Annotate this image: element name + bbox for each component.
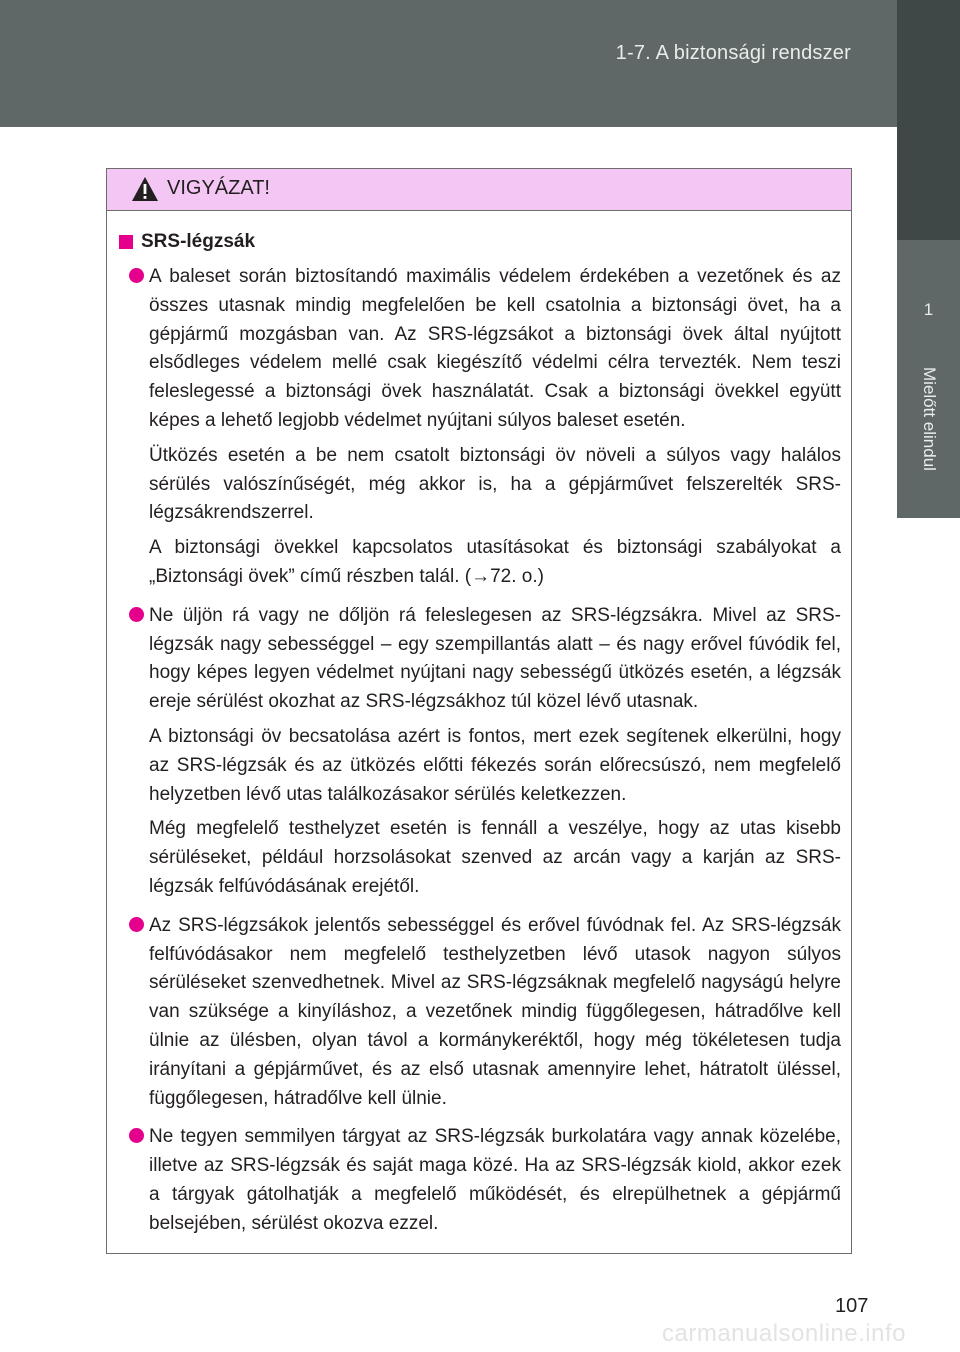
section-title [117,231,841,253]
list-item [117,1123,841,1238]
section-title-text: SRS-légzsák [141,231,256,252]
warning-header [107,169,851,211]
side-bar-top [897,0,960,240]
paragraph: Az SRS-légzsákok jelentős sebességgel és erővel fúvódnak fel. Az SRS-légzsák felfúvódásakor nem megfelelő testhelyzetben lévő utasok nagyon súlyos sérüléseket szenvedhetnek. Mivel az SRS-légzsáknak megfelelő nagyságú helyre van szüksége a kinyíláshoz, a vezetőnek mindig függőlegesen, hátradőlve kell ülnie az ülésben, olyan távol a kormánykeréktől, hogy még tökéletesen tudja irányítani a gépjárművet, és az első utasnak amennyire lehet, hátratolt üléssel, függőlegesen, hátradőlve kell ülnie. [149,914,841,1109]
watermark: carmanualsonline.info [662,1320,906,1347]
circle-bullet-icon [129,607,144,622]
circle-bullet-icon [129,917,144,932]
warning-body [107,231,851,1239]
chapter-number: 1 [923,300,934,319]
warning-box [106,168,852,1254]
square-bullet-icon [119,235,133,249]
list-item [117,912,841,1114]
paragraph: A baleset során biztosítandó maximális védelem érdekében a vezetőnek és az összes utasnak mindig megfelelően be kell csatolnia a biztonsági övet, ha a gépjármű mozgásban van. Az SRS-légzsákot a biztonsági övek által nyújtott elsődleges védelem mellé csak kiegészítő védelmi célra tervezték. Nem teszi feleslegessé a biztonsági övek használatát. Csak a biztonsági övekkel együtt képes a lehető legjobb védelmet nyújtani súlyos baleset esetén. [149,266,841,431]
paragraph: Ne tegyen semmilyen tárgyat az SRS-légzsák burkolatára vagy annak közelébe, illetve az SRS-légzsák és saját maga közé. Ha az SRS-légzsák kiold, akkor ezek a tárgyak gátolhatják a megfelelő működését, és elrepülhetnek a gépjármű belsejében, sérülést okozva ezzel. [149,1126,841,1234]
warning-title: VIGYÁZAT! [167,177,270,199]
paragraph: A biztonsági öv becsatolása azért is fontos, mert ezek segítenek elkerülni, hogy az SRS-légzsák és az ütközés előtti fékezés során előrecsúszó, nem megfelelő helyzetben lévő utas találkozásakor sérülés keletkezzen. [149,725,841,805]
circle-bullet-icon [129,268,144,283]
circle-bullet-icon [129,1128,144,1143]
list-item [117,602,841,902]
warning-triangle-icon [131,176,159,202]
paragraph: Ütközés esetén a be nem csatolt biztonsági öv növeli a súlyos vagy halálos sérülés valószínűségét, még akkor is, ha a gépjárművet felszerelték SRS-légzsákrendszerrel. [149,444,841,524]
page-number: 107 [835,1295,869,1317]
paragraph: Még megfelelő testhelyzet esetén is fennáll a veszélye, hogy az utas kisebb sérüléseket, például horzsolásokat szenved az arcán vagy a karján az SRS-légzsák felfúvódásának erejétől. [149,818,841,897]
chapter-label: Mielőtt elindul [920,367,939,471]
chapter-tab[interactable] [897,240,960,518]
header-title: 1-7. A biztonsági rendszer [615,42,851,64]
page-header [0,0,897,127]
paragraph: Ne üljön rá vagy ne dőljön rá feleslegesen az SRS-légzsákra. Mivel az SRS-légzsák nagy sebességgel – egy szempillantás alatt – és nagy erővel fúvódik fel, hogy képes legyen védelmet nyújtani nagy sebességű ütközés esetén, a légzsák ereje sérülést okozhat az SRS-légzsákhoz túl közel lévő utasnak. [149,604,841,713]
list-item [117,263,841,592]
paragraph: A biztonsági övekkel kapcsolatos utasításokat és biztonsági szabályokat a „Biztonsági övek” című részben talál. (→72. o.) [149,537,841,587]
